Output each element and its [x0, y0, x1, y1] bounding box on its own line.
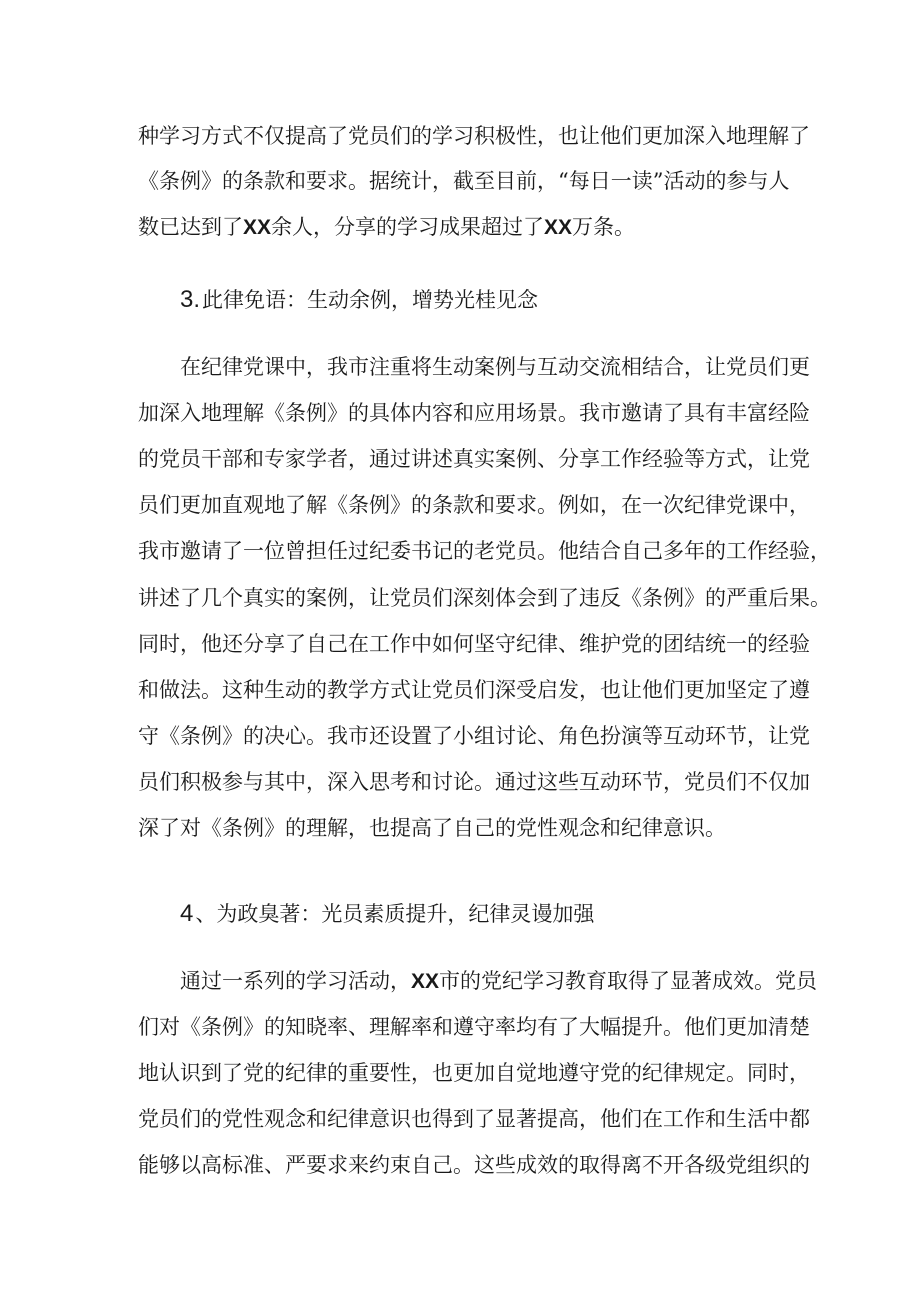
- paragraph-line: 能够以高标准、严要求来约束自己。这些成效的取得离不开各级党组织的: [138, 1153, 810, 1177]
- section-heading-4: [180, 894, 594, 934]
- paragraph-line: 守《条例》的决心。我市还设置了小组讨论、角色扮演等互动环节，让党: [138, 724, 810, 748]
- paragraph-line: 我市邀请了一位曾担任过纪委书记的老党员。他结合自己多年的工作经验，: [138, 539, 831, 563]
- paragraph-line: 深了对《条例》的理解，也提高了自己的党性观念和纪律意识。: [138, 816, 726, 840]
- paragraph-line: 员们积极参与其中，深入思考和讨论。通过这些互动环节，党员们不仅加: [138, 770, 810, 794]
- paragraph-line: 数已达到了XX余人，分享的学习成果超过了XX万条。: [138, 215, 636, 239]
- paragraph-line: 在纪律党课中，我市注重将生动案例与互动交流相结合，让党员们更: [180, 355, 810, 379]
- section-number: 3.: [180, 286, 201, 313]
- section-title: 此律免语：生动余例，增势光桂见念: [202, 288, 539, 312]
- paragraph-line: 地认识到了党的纪律的重要性，也更加自觉地遵守党的纪律规定。同时，: [138, 1061, 810, 1085]
- section-heading-3: [180, 280, 538, 320]
- section-number: 4: [180, 900, 194, 927]
- paragraph-line: 员们更加直观地了解《条例》的条款和要求。例如，在一次纪律党课中，: [138, 493, 810, 517]
- section-title: 、为政臭著：光员素质提升，纪律灵谩加强: [195, 902, 595, 926]
- paragraph-line: 种学习方式不仅提高了党员们的学习积极性，也让他们更加深入地理解了: [138, 124, 810, 148]
- paragraph-line: 通过一系列的学习活动，XX市的党纪学习教育取得了显著成效。党员: [180, 969, 818, 993]
- paragraph-line: 加深入地理解《条例》的具体内容和应用场景。我市邀请了具有丰富经险: [138, 401, 810, 425]
- placeholder-xx: XX: [411, 970, 440, 993]
- paragraph-line: 们对《条例》的知晓率、理解率和遵守率均有了大幅提升。他们更加清楚: [138, 1015, 810, 1039]
- paragraph-line: 的党员干部和专家学者，通过讲述真实案例、分享工作经验等方式，让党: [138, 447, 810, 471]
- paragraph-line: 同时，他还分享了自己在工作中如何坚守纪律、维护党的团结统一的经验: [138, 632, 810, 656]
- paragraph-line: 和做法。这种生动的教学方式让党员们深受启发，也让他们更加坚定了遵: [138, 678, 810, 702]
- placeholder-xx: XX: [544, 216, 573, 239]
- placeholder-xx: XX: [243, 216, 272, 239]
- paragraph-line: 党员们的党性观念和纪律意识也得到了显著提高，他们在工作和生活中都: [138, 1107, 810, 1131]
- paragraph-line: 讲述了几个真实的案例，让党员们深刻体会到了违反《条例》的严重后果。: [138, 586, 831, 610]
- paragraph-line: 《条例》的条款和要求。据统计，截至目前，“每日一读”活动的参与人: [138, 169, 790, 193]
